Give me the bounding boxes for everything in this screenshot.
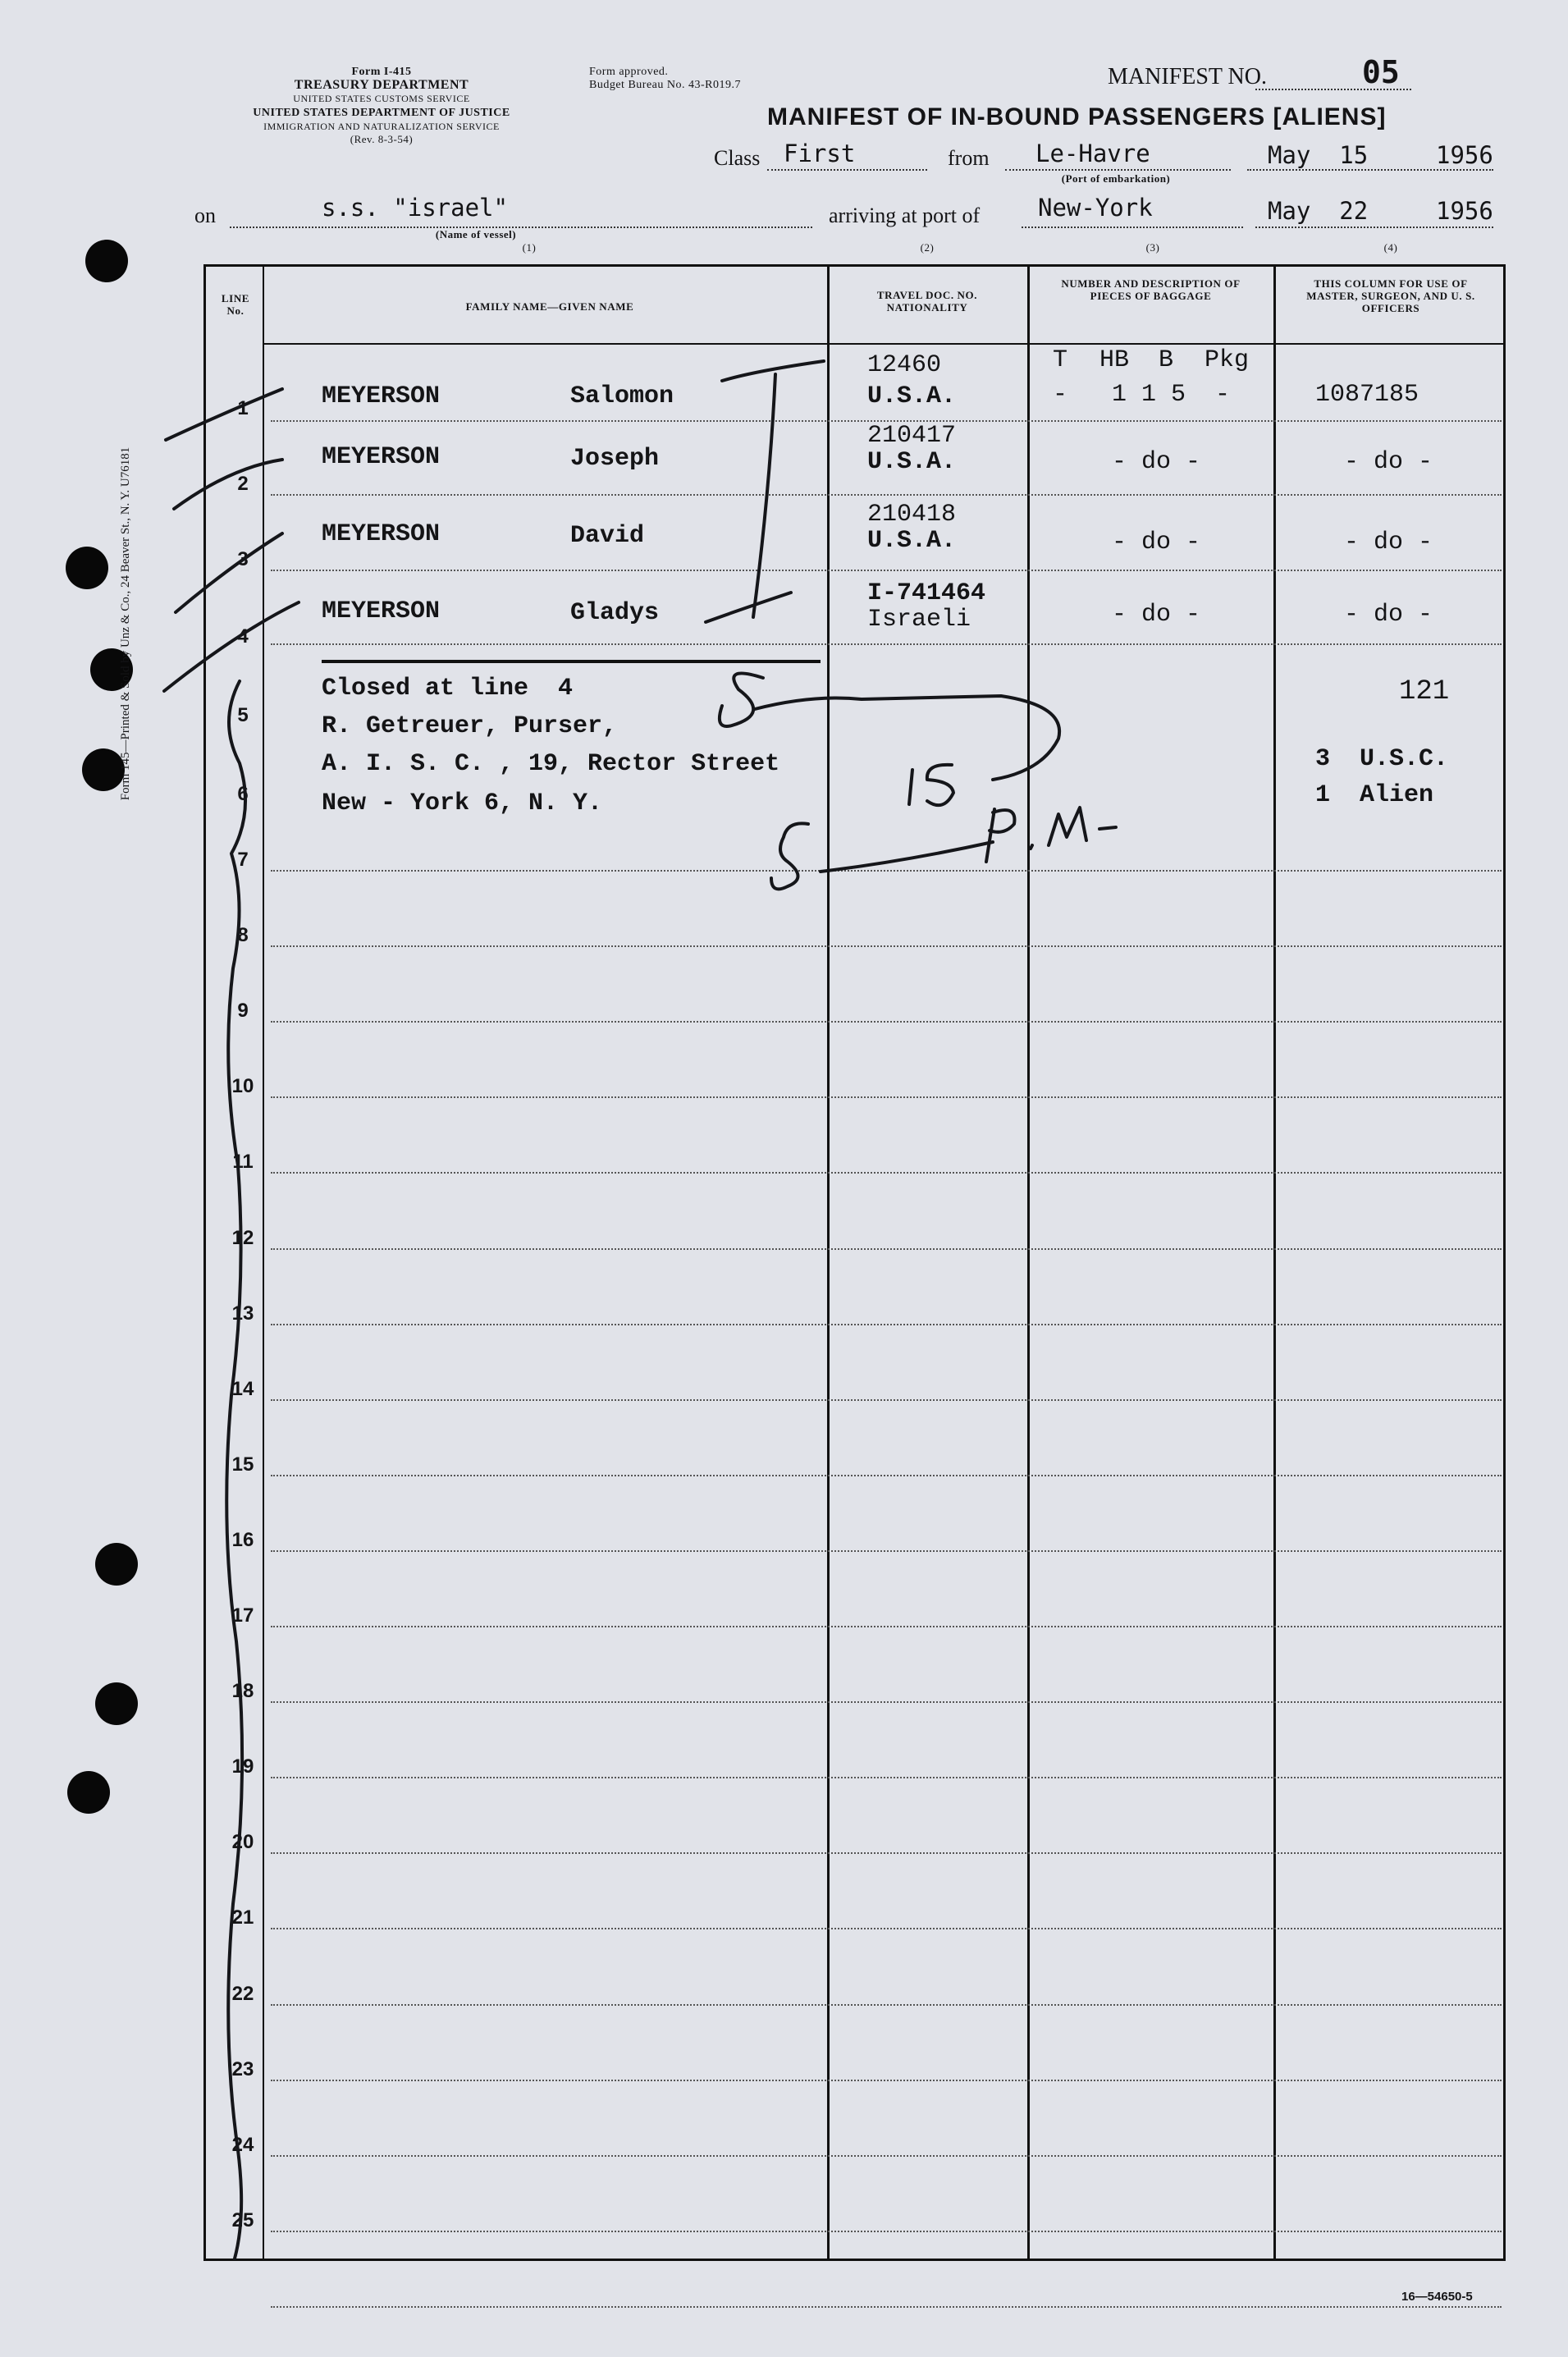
travel-doc-no: 12460 — [867, 351, 942, 379]
form-id-block — [193, 66, 570, 146]
line-number: 11 — [232, 1151, 254, 1174]
row-rule — [271, 570, 1502, 571]
baggage-subhead-hb: HB — [1099, 346, 1130, 374]
line-number: 13 — [231, 1302, 254, 1325]
officer-entry: - do - — [1344, 601, 1433, 629]
binder-hole — [66, 547, 108, 589]
closing-separator — [322, 660, 821, 663]
arrival-date: May 22 — [1268, 197, 1369, 225]
baggage-subhead-t: T — [1053, 346, 1068, 374]
line-number: 1 — [237, 397, 249, 419]
caption-4: (4) — [1383, 241, 1398, 254]
depart-year: 1956 — [1436, 141, 1493, 169]
line-number: 8 — [237, 924, 249, 947]
handwritten-time — [1031, 845, 1032, 849]
handwritten-time — [771, 823, 808, 889]
line-number: 17 — [231, 1604, 254, 1627]
line-number: 20 — [231, 1831, 254, 1854]
handwritten-i-mark — [753, 374, 775, 617]
row-rule — [271, 1475, 1502, 1476]
arrival-year: 1956 — [1436, 197, 1493, 225]
line-number: 18 — [231, 1680, 254, 1703]
arrival-date-line — [1255, 227, 1493, 228]
col-divider-line — [263, 264, 264, 2261]
family-name: MEYERSON — [322, 382, 441, 410]
depart-date: May 15 — [1268, 141, 1369, 169]
row-rule — [271, 1021, 1502, 1023]
line-number: 21 — [231, 1906, 254, 1929]
officer-count: 121 — [1399, 676, 1450, 707]
handwritten-time — [927, 765, 953, 805]
handwritten-i-mark — [722, 361, 824, 381]
form-approved-block — [589, 66, 802, 92]
row-rule — [271, 1096, 1502, 1098]
class-line — [767, 169, 927, 171]
handwritten-signature — [755, 696, 1059, 780]
from-label: from — [948, 146, 990, 170]
arrival-port-line — [1022, 227, 1243, 228]
from-line — [1005, 169, 1231, 171]
col-header-officers: THIS COLUMN FOR USE OF MASTER, SURGEON, AND U. S. OFFICERS — [1306, 277, 1475, 314]
row-rule — [271, 1172, 1502, 1174]
line-number: 14 — [231, 1377, 254, 1400]
officer-alien: 1 Alien — [1315, 781, 1434, 809]
row-rule — [271, 2155, 1502, 2157]
baggage-count: - do - — [1112, 448, 1201, 476]
row-rule — [271, 1777, 1502, 1778]
row-rule — [271, 870, 1502, 872]
line-number: 5 — [237, 704, 249, 726]
line-number: 3 — [237, 548, 249, 570]
line-number: 10 — [231, 1075, 254, 1098]
row-rule — [271, 2306, 1502, 2308]
row-rule — [271, 1248, 1502, 1250]
col-header-travel-doc: TRAVEL DOC. NO. NATIONALITY — [876, 289, 978, 314]
binder-hole — [67, 1771, 110, 1814]
family-name: MEYERSON — [322, 443, 441, 471]
caption-1: (1) — [522, 241, 537, 254]
table-left-border — [203, 264, 206, 2261]
table-right-border — [1503, 264, 1506, 2261]
officer-entry: 1087185 — [1315, 381, 1419, 409]
col-divider-officers — [1273, 264, 1276, 2261]
row-rule — [271, 2231, 1502, 2232]
line-number: 12 — [231, 1226, 254, 1249]
officer-entry: - do - — [1344, 529, 1433, 556]
line-number: 16 — [231, 1528, 254, 1551]
handwritten-time-label — [0, 0, 1, 1]
line-number: 22 — [231, 1982, 254, 2005]
line-number: 2 — [237, 473, 249, 495]
handwritten-tick — [176, 533, 282, 612]
handwritten-time — [1099, 827, 1116, 829]
travel-doc-no: I-741464 — [867, 579, 986, 607]
baggage-count: - do - — [1112, 529, 1201, 556]
caption-2: (2) — [920, 241, 935, 254]
handwritten-signature — [720, 673, 763, 726]
handwritten-i-mark — [706, 593, 791, 622]
table-bottom-border — [203, 2259, 1506, 2261]
row-rule — [271, 2080, 1502, 2081]
manifest-no: 05 — [1362, 54, 1400, 90]
travel-doc-no: 210418 — [867, 501, 957, 529]
port-embarkation: Le-Havre — [1035, 140, 1150, 167]
given-name: Joseph — [570, 445, 660, 473]
nationality: Israeli — [867, 606, 971, 634]
line-number: 6 — [237, 783, 249, 805]
header-row-border — [264, 343, 1505, 345]
handwritten-time — [821, 842, 993, 872]
col-header-baggage: NUMBER AND DESCRIPTION OF PIECES OF BAGGAGE — [1061, 277, 1241, 302]
line-number: 15 — [231, 1453, 254, 1476]
row-rule — [271, 1399, 1502, 1401]
port-embarkation-caption: (Port of embarkation) — [1061, 172, 1171, 185]
class-label: Class — [714, 146, 761, 170]
budget-bureau-no: Budget Bureau No. 43-R019.7 — [589, 79, 741, 91]
handwritten-time — [909, 770, 912, 804]
baggage-subhead-b: B — [1159, 346, 1174, 374]
arriving-label: arriving at port of — [829, 204, 981, 227]
line-number: 9 — [237, 1000, 249, 1023]
row-rule — [271, 1928, 1502, 1929]
closing-line-3: A. I. S. C. , 19, Rector Street — [322, 750, 780, 778]
row-rule — [271, 1550, 1502, 1552]
binder-hole — [95, 1682, 138, 1725]
nationality: U.S.A. — [867, 448, 957, 476]
port-arrival: New-York — [1038, 194, 1153, 222]
line-number: 23 — [231, 2057, 254, 2080]
handwritten-time — [986, 809, 1014, 862]
baggage-subhead-pkg: Pkg — [1205, 346, 1250, 374]
row-rule — [271, 494, 1502, 496]
line-number: 19 — [231, 1755, 254, 1778]
row-rule — [271, 1324, 1502, 1325]
col-divider-doc — [827, 264, 830, 2261]
page-title: MANIFEST OF IN-BOUND PASSENGERS [ALIENS] — [767, 103, 1387, 130]
table-top-border — [203, 264, 1506, 267]
line-number: 7 — [237, 849, 249, 871]
justice-dept: UNITED STATES DEPARTMENT OF JUSTICE — [253, 107, 510, 119]
form-number: Form I-415 — [351, 66, 412, 78]
family-name: MEYERSON — [322, 520, 441, 548]
row-rule — [271, 1701, 1502, 1703]
manifest-no-label: MANIFEST NO. — [1108, 64, 1267, 89]
col-header-line-no: LINE No. — [221, 292, 250, 317]
officer-usc: 3 U.S.C. — [1315, 745, 1449, 773]
closing-line-1: Closed at line 4 — [322, 675, 574, 703]
officer-entry: - do - — [1344, 448, 1433, 476]
closing-line-4: New - York 6, N. Y. — [322, 789, 603, 817]
closing-line-2: R. Getreuer, Purser, — [322, 712, 618, 740]
depart-date-line — [1247, 169, 1493, 171]
row-rule — [271, 945, 1502, 947]
class-value: First — [784, 140, 856, 167]
binder-hole — [85, 240, 128, 282]
binder-hole — [95, 1543, 138, 1586]
travel-doc-no: 210417 — [867, 422, 957, 450]
caption-3: (3) — [1145, 241, 1160, 254]
vessel-name: s.s. "israel" — [322, 194, 508, 222]
printer-side-text: Form 145—Printed & Sold by Unz & Co., 24 Beaver St., N. Y. U76181 — [119, 446, 132, 801]
nationality: U.S.A. — [867, 527, 957, 555]
row-rule — [271, 2004, 1502, 2006]
line-number: 25 — [231, 2208, 254, 2231]
line-number: 4 — [237, 625, 249, 648]
baggage-count: - 1 1 5 - — [1053, 381, 1231, 409]
footer-code: 16—54650-5 — [1401, 2290, 1473, 2304]
col-header-name: FAMILY NAME—GIVEN NAME — [465, 300, 634, 313]
customs-service: UNITED STATES CUSTOMS SERVICE — [293, 93, 470, 104]
given-name: Salomon — [570, 382, 674, 410]
revision: (Rev. 8-3-54) — [350, 133, 414, 145]
vessel-caption: (Name of vessel) — [435, 228, 517, 240]
family-name: MEYERSON — [322, 597, 441, 625]
line-number: 24 — [231, 2133, 254, 2156]
row-rule — [271, 1852, 1502, 1854]
baggage-count: - do - — [1112, 601, 1201, 629]
handwritten-time — [1049, 808, 1086, 845]
treasury-dept: TREASURY DEPARTMENT — [294, 78, 469, 92]
on-label: on — [194, 204, 216, 227]
col-divider-baggage — [1027, 264, 1030, 2261]
row-rule — [271, 1626, 1502, 1627]
nationality: U.S.A. — [867, 382, 957, 410]
given-name: Gladys — [570, 599, 660, 627]
form-approved: Form approved. — [589, 66, 669, 78]
given-name: David — [570, 522, 645, 550]
row-rule — [271, 643, 1502, 645]
ins-service: IMMIGRATION AND NATURALIZATION SERVICE — [263, 121, 500, 132]
